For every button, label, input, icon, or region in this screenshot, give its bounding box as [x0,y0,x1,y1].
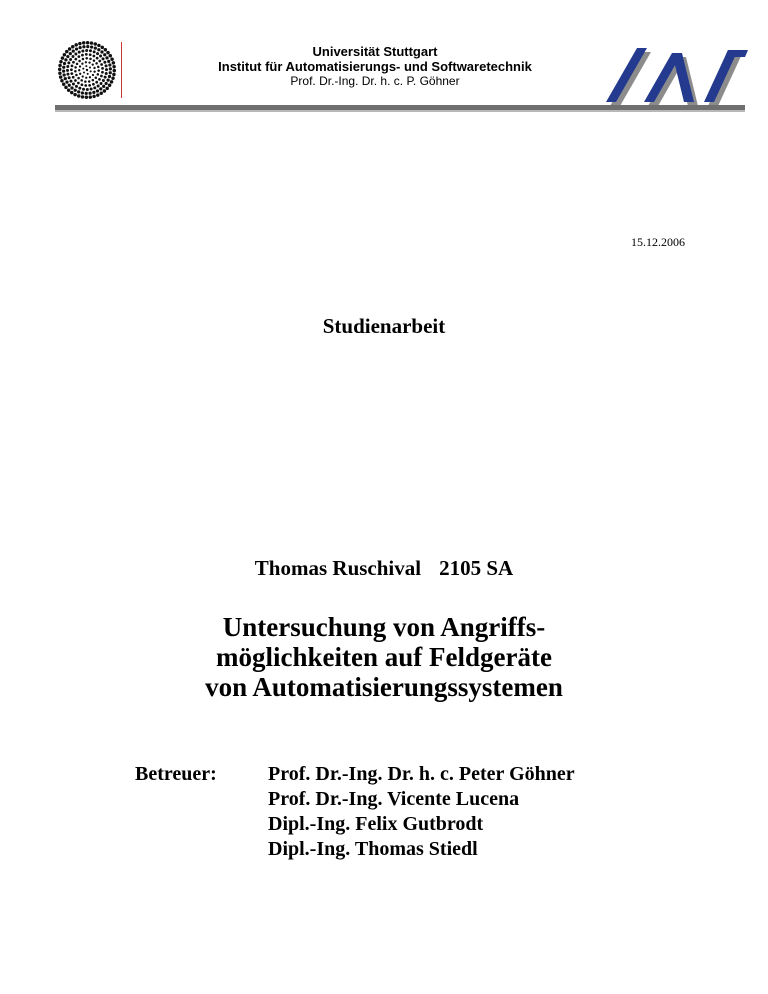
university-seal-icon [56,40,118,100]
ias-logo-icon [604,40,749,110]
header-bar [55,105,745,110]
thesis-number: 2105 SA [439,556,514,580]
university-name: Universität Stuttgart [312,44,438,59]
title-line: möglichkeiten auf Feldgeräte [216,642,552,672]
document-date: 15.12.2006 [631,235,685,249]
header-text [160,44,590,89]
supervisors-label: Betreuer: [135,763,217,785]
supervisor-name: Dipl.-Ing. Felix Gutbrodt [268,813,484,835]
thesis-title [0,612,768,702]
document-type: Studienarbeit [322,314,446,338]
author-line [0,556,768,581]
seal-divider [121,42,122,98]
professor-name: Prof. Dr.-Ing. Dr. h. c. P. Göhner [290,74,460,88]
supervisors-list [268,762,575,862]
supervisor-name: Prof. Dr.-Ing. Vicente Lucena [268,788,520,810]
author-name: Thomas Ruschival [254,556,422,580]
title-line: Untersuchung von Angriffs- [222,612,546,642]
page-header [0,0,768,130]
supervisor-name: Dipl.-Ing. Thomas Stiedl [268,838,478,860]
title-line: von Automatisierungssystemen [205,672,563,702]
institute-name: Institut für Automatisierungs- und Softwaretechnik [218,59,532,74]
supervisor-name: Prof. Dr.-Ing. Dr. h. c. Peter Göhner [268,763,575,785]
